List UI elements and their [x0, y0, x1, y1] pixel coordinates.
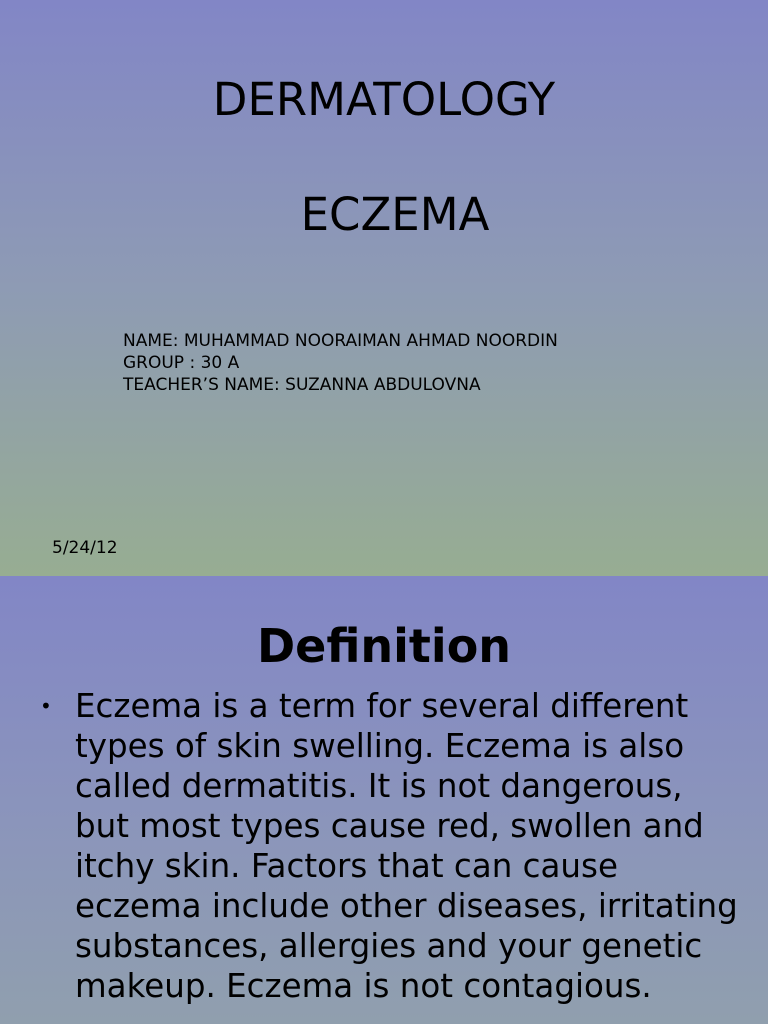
definition-text: Eczema is a term for several different types of skin swelling. Eczema is also called dermatitis. It is not dangerous, but most types cause red, swollen and itchy skin. Factors that can cause eczema include other diseases, irritating substances, allergies and your genetic makeup. Eczema is not contagious. [75, 687, 738, 1005]
slide-title-eczema: ECZEMA [300, 188, 490, 241]
slide-date: 5/24/12 [52, 538, 118, 558]
bullet-icon: • [40, 694, 52, 718]
teacher-name: TEACHER’S NAME: SUZANNA ABDULOVNA [123, 375, 481, 395]
author-info-block [123, 330, 558, 396]
definition-slide [0, 576, 768, 1024]
slide-title-dermatology: DERMATOLOGY [212, 73, 556, 126]
group-label: GROUP : 30 A [123, 353, 240, 373]
author-name: NAME: MUHAMMAD NOORAIMAN AHMAD NOORDIN [123, 331, 558, 351]
definition-heading: Definition [256, 619, 512, 673]
